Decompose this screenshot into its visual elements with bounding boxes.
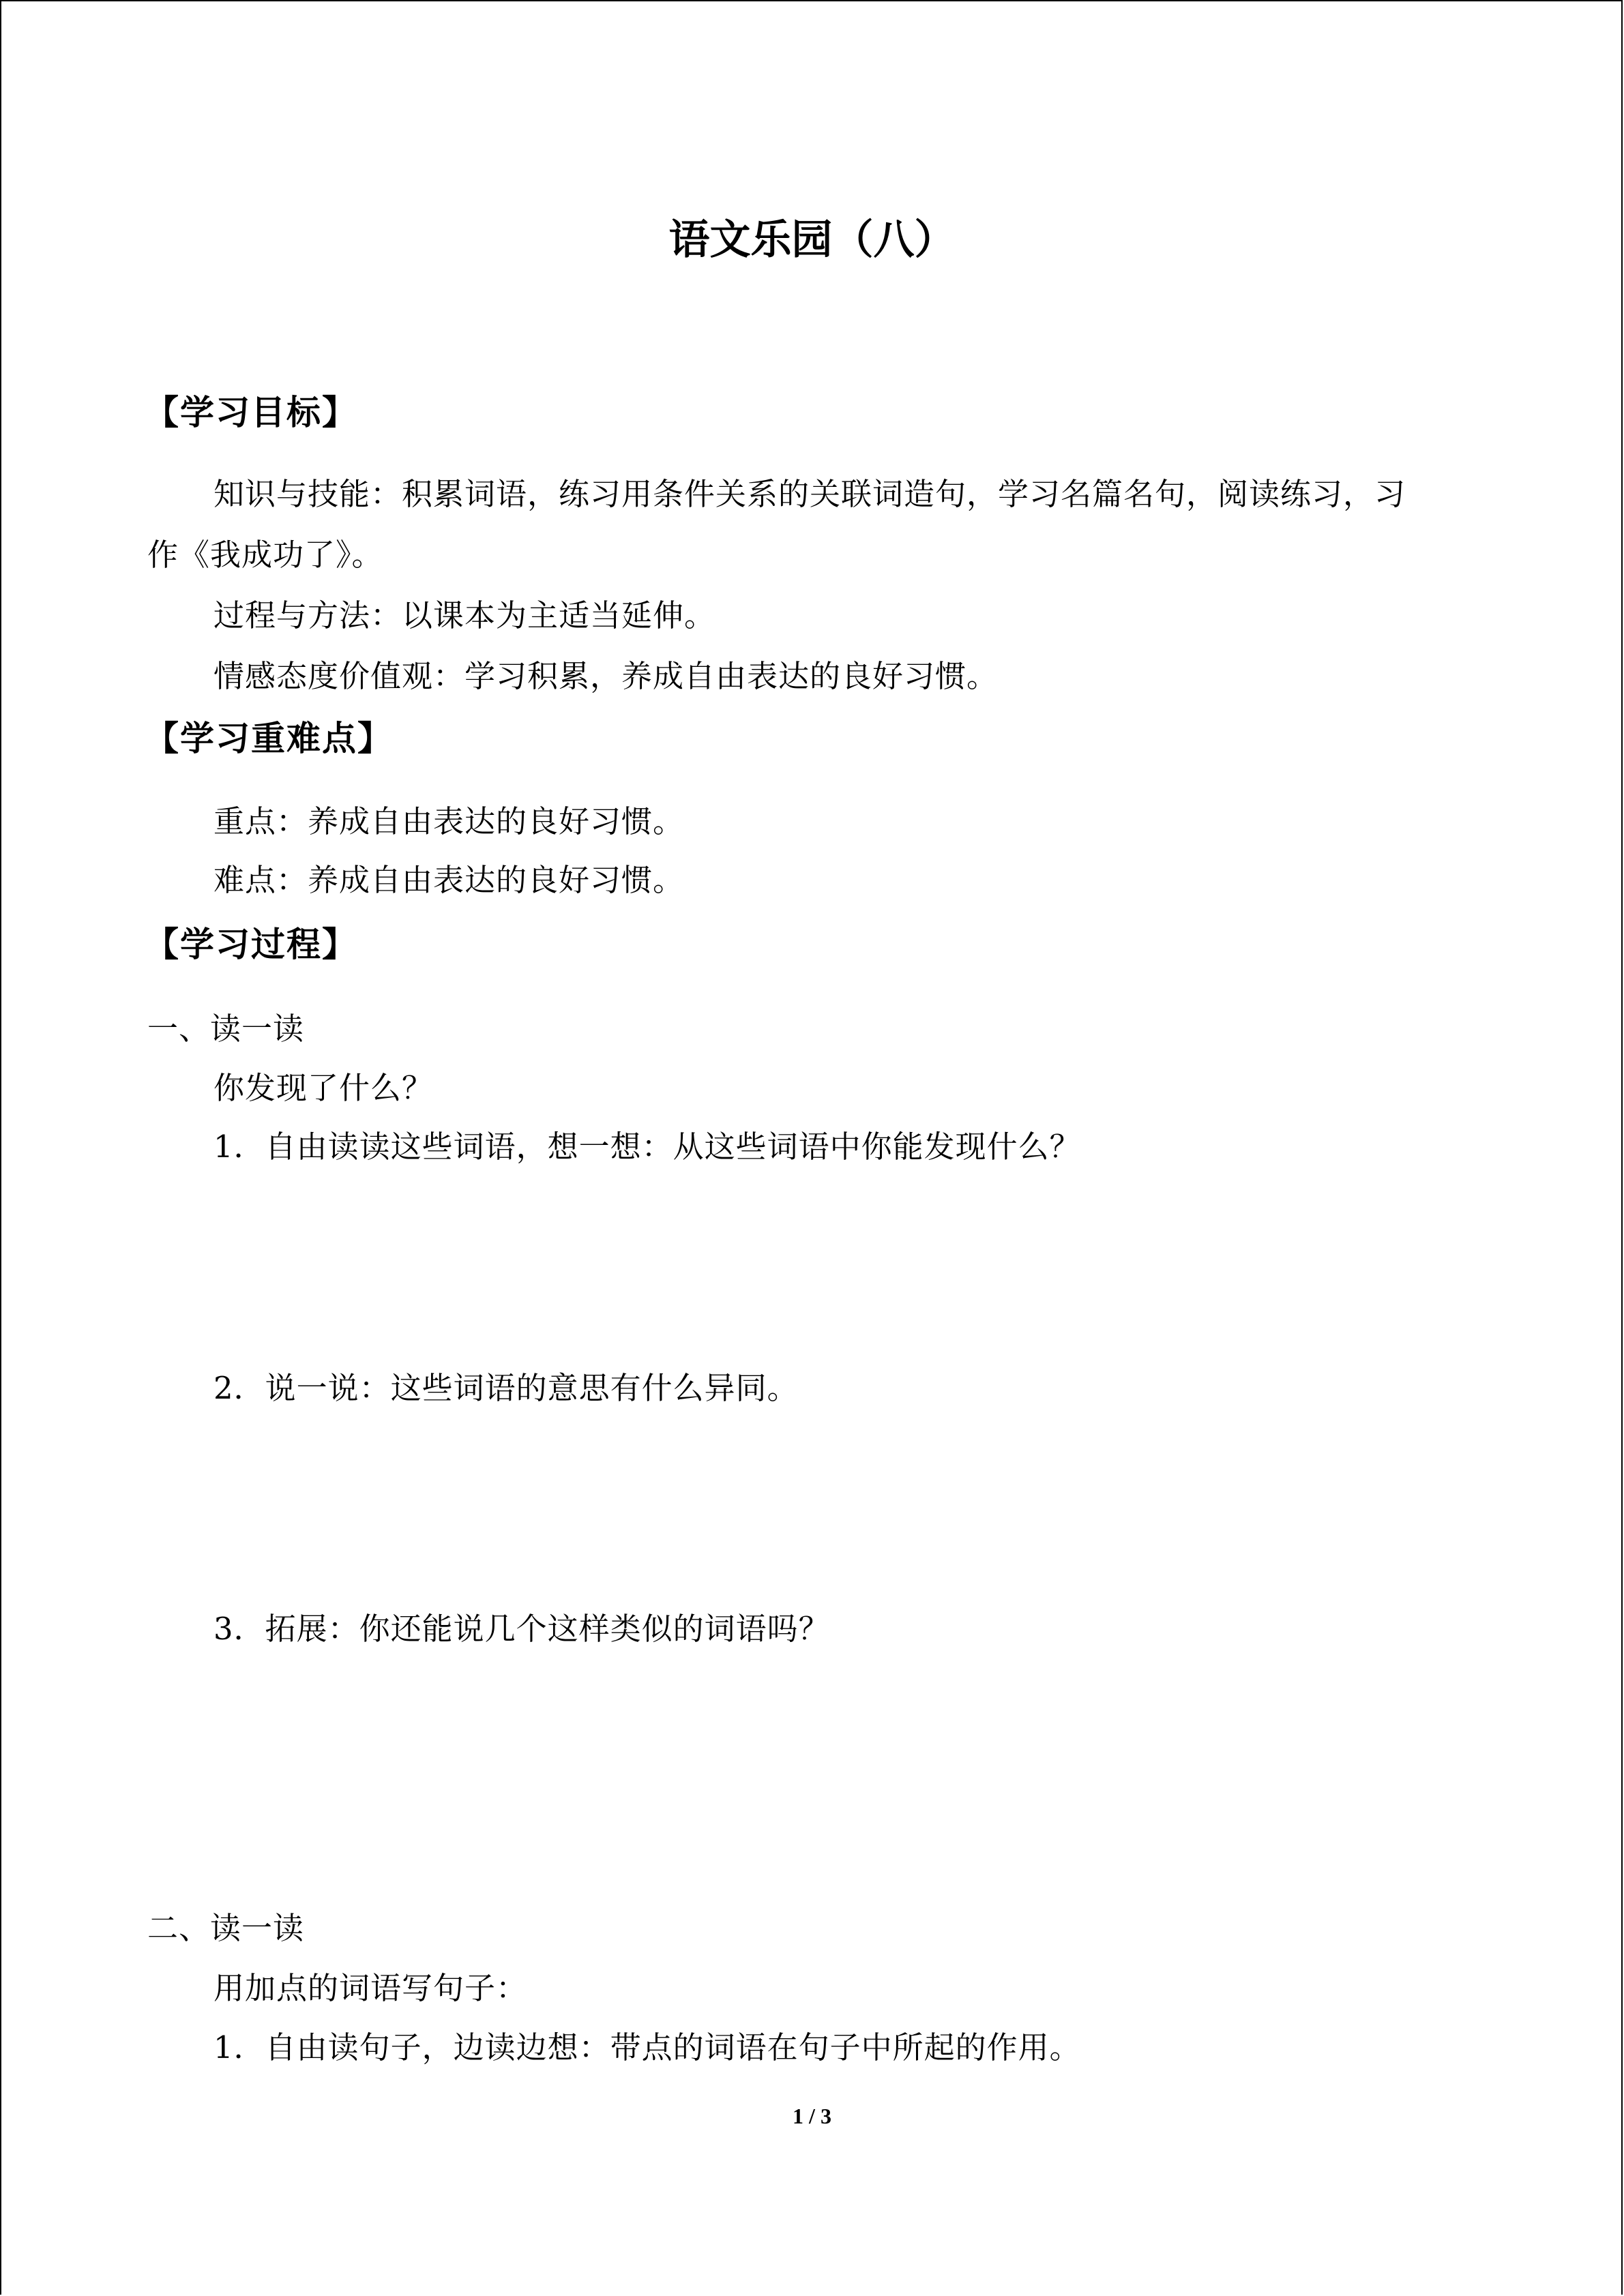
heading-key-points: 【学习重难点】 xyxy=(145,718,393,758)
part2-title: 二、读一读 xyxy=(147,1910,305,1946)
goal-process: 过程与方法：以课本为主适当延伸。 xyxy=(213,597,716,633)
goal-knowledge-line1: 知识与技能：积累词语，练习用条件关系的关联词造句，学习名篇名句，阅读练习，习 xyxy=(213,476,1406,512)
part1-item3: 3．拓展：你还能说几个这样类似的词语吗？ xyxy=(213,1611,830,1647)
difficult-point: 难点：养成自由表达的良好习惯。 xyxy=(213,862,685,898)
heading-learning-goals: 【学习目标】 xyxy=(145,392,357,432)
page-number: 1 / 3 xyxy=(793,2104,831,2128)
key-point: 重点：养成自由表达的良好习惯。 xyxy=(213,803,685,839)
goal-emotion: 情感态度价值观：学习积累，养成自由表达的良好习惯。 xyxy=(213,658,999,694)
part2-item1: 1．自由读句子，边读边想：带点的词语在句子中所起的作用。 xyxy=(213,2029,1081,2066)
part1-subtitle: 你发现了什么？ xyxy=(213,1070,434,1106)
heading-learning-process: 【学习过程】 xyxy=(145,924,357,964)
part1-item2: 2．说一说：这些词语的意思有什么异同。 xyxy=(213,1370,799,1406)
goal-knowledge-line2: 作《我成功了》。 xyxy=(147,537,383,573)
part1-item1: 1．自由读读这些词语，想一想：从这些词语中你能发现什么？ xyxy=(213,1129,1081,1165)
part1-title: 一、读一读 xyxy=(147,1011,305,1047)
page-title: 语文乐园（八） xyxy=(668,216,956,264)
part2-subtitle: 用加点的词语写句子： xyxy=(213,1970,528,2006)
